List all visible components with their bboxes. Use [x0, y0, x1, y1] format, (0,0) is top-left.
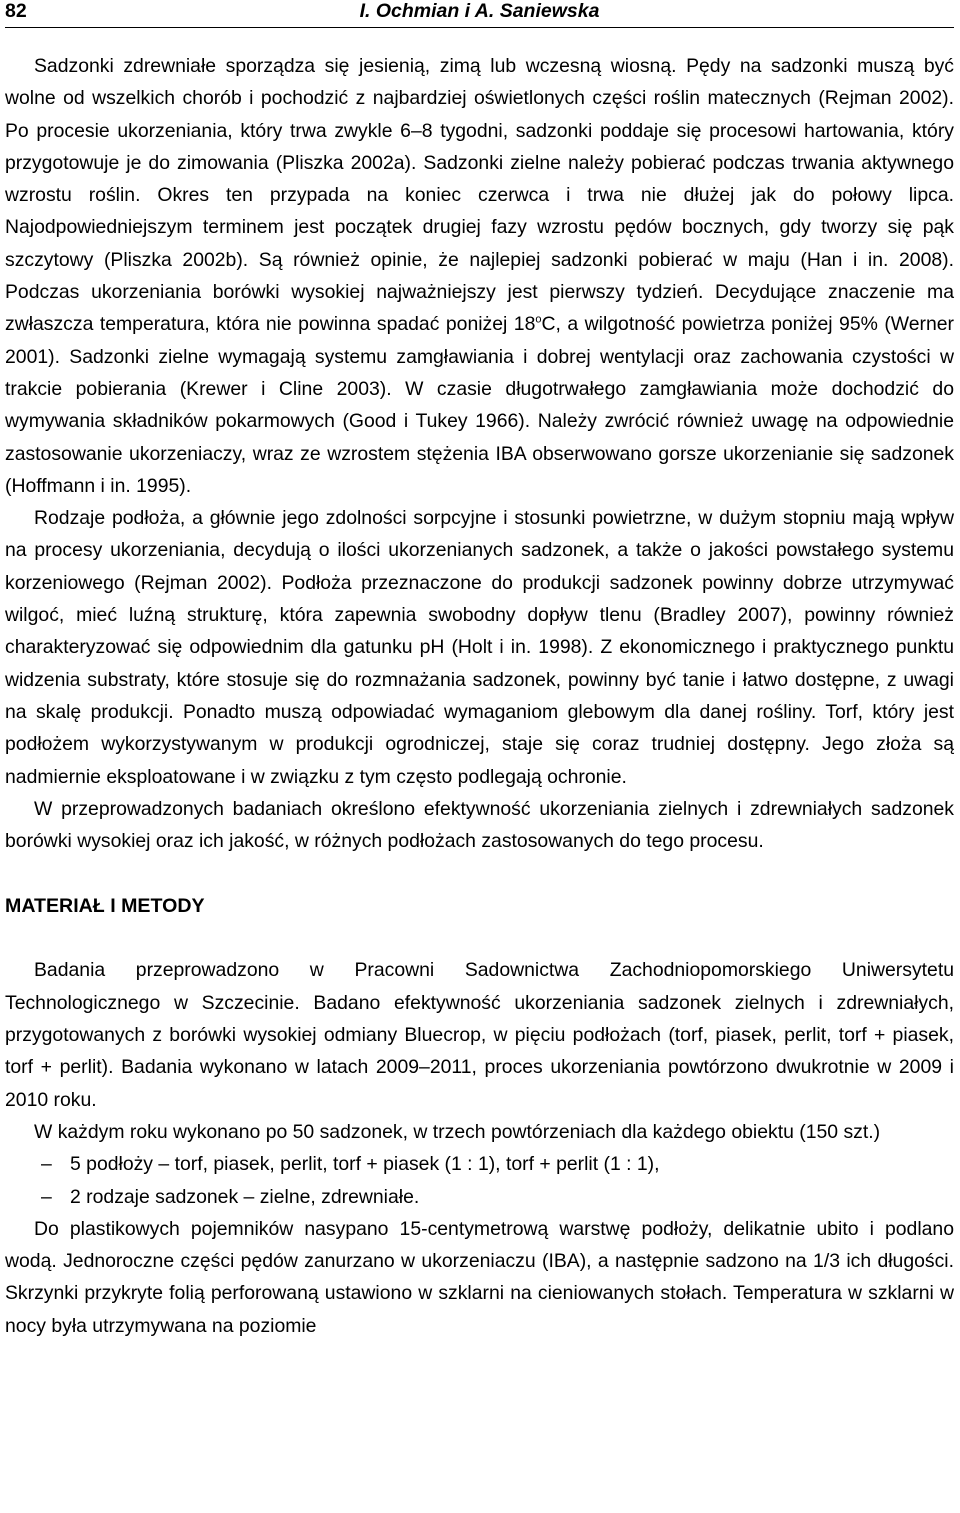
- list-item: [5, 1181, 954, 1213]
- paragraph: Rodzaje podłoża, a głównie jego zdolności sorpcyjne i stosunki powietrzne, w dużym stopniu mają wpływ na procesy ukorzeniania, decydują o ilości ukorzenianych sadzonek, a także o jakości powstałego systemu korzeniowego (Rejman 2002). Podłoża przeznaczone do produkcji sadzonek powinny dobrze utrzymywać wilgoć, mieć luźną strukturę, która zapewnia swobodny dopływ tlenu (Bradley 2007), powinny również charakteryzować się odpowiednim dla gatunku pH (Holt i in. 1998). Z ekonomicznego i praktycznego punktu widzenia substraty, które stosuje się do rozmnażania sadzonek, powinny być tanie i łatwo dostępne, z uwagi na skalę produkcji. Ponadto muszą odpowiadać wymaganiom glebowym dla danej rośliny. Torf, który jest podłożem wykorzystywanym w produkcji ogrodniczej, staje się coraz trudniej dostępny. Jego złoża są nadmiernie eksploatowane i w związku z tym często podlegają ochronie.: [5, 507, 954, 788]
- page-number: 82: [5, 0, 27, 22]
- paragraph: Do plastikowych pojemników nasypano 15-centymetrową warstwę podłoży, delikatnie ubito i podlano wodą. Jednoroczne części pędów zanurzano w ukorzeniaczu (IBA), a następnie sadzono na 1/3 ich długości. Skrzynki przykryte folią perforowaną ustawiono w szklarni na cieniowanych stołach. Temperatura w szklarni w nocy była utrzymywana na poziomie: [5, 1217, 954, 1337]
- degree-superscript: o: [535, 313, 542, 326]
- list-item-text: 5 podłoży – torf, piasek, perlit, torf + piasek (1 : 1), torf + perlit (1 : 1),: [70, 1153, 660, 1176]
- paragraph: W każdym roku wykonano po 50 sadzonek, w trzech powtórzeniach dla każdego obiektu (150 szt.): [34, 1120, 881, 1143]
- list-item-text: 2 rodzaje sadzonek – zielne, zdrewniałe.: [70, 1185, 420, 1208]
- paragraph: [5, 50, 954, 502]
- paragraph-text: Sadzonki zdrewniałe sporządza się jesienią, zimą lub wczesną wiosną. Pędy na sadzonki muszą być wolne od wszelkich chorób i pochodzić z najbardziej oświetlonych części roślin matecznych (Rejman 2002). Po procesie ukorzeniania, który trwa zwykle 6–8 tygodni, sadzonki poddaje się procesowi hartowania, który przygotowuje je do zimowania (Pliszka 2002a). Sadzonki zielne należy pobierać podczas trwania aktywnego wzrostu roślin. Okres ten przypada na koniec czerwca i trwa nie dłużej jak do połowy lipca. Najodpowiedniejszym terminem jest początek drugiej fazy wzrostu pędów bocznych, gdy tworzy się pąk szczytowy (Pliszka 2002b). Są również opinie, że najlepiej sadzonki pobierać w maju (Han i in. 2008). Podczas ukorzeniania borówki wysokiej najważniejszy jest pierwszy tydzień. Decydujące znaczenie ma zwłaszcza temperatura, która nie powinna spadać poniżej 18: [5, 55, 954, 336]
- list-dash: –: [41, 1185, 52, 1208]
- list-dash: –: [41, 1153, 52, 1176]
- dash-list: [5, 1148, 954, 1213]
- paragraph: W przeprowadzonych badaniach określono efektywność ukorzeniania zielnych i zdrewniałych sadzonek borówki wysokiej oraz ich jakość, w różnych podłożach zastosowanych do tego procesu.: [5, 797, 954, 853]
- paragraph-text: C, a wilgotność powietrza poniżej 95% (Werner 2001). Sadzonki zielne wymagają systemu zamgławiania i dobrej wentylacji oraz zachowania czystości w trakcie pobierania (Krewer i Cline 2003). W czasie długotrwałego zamgławiania może dochodzić do wymywania składników pokarmowych (Good i Tukey 1966). Należy zwrócić również uwagę na odpowiednie zastosowanie ukorzeniaczy, wraz ze wzrostem stężenia IBA obserwowano gorsze ukorzenianie się sadzonek (Hoffmann i in. 1995).: [5, 313, 954, 497]
- section-heading: MATERIAŁ I METODY: [5, 895, 205, 918]
- paragraph: Badania przeprowadzono w Pracowni Sadownictwa Zachodniopomorskiego Uniwersytetu Technologicznego w Szczecinie. Badano efektywność ukorzeniania sadzonek zielnych i zdrewniałych, przygotowanych z borówki wysokiej odmiany Bluecrop, w pięciu podłożach (torf, piasek, perlit, torf + piasek, torf + perlit). Badania wykonano w latach 2009–2011, proces ukorzeniania powtórzono dwukrotnie w 2009 i 2010 roku.: [5, 959, 954, 1111]
- list-item: [5, 1148, 954, 1180]
- page-header: [5, 0, 954, 28]
- article-body: [5, 50, 954, 1342]
- running-title: I. Ochmian i A. Saniewska: [359, 0, 600, 22]
